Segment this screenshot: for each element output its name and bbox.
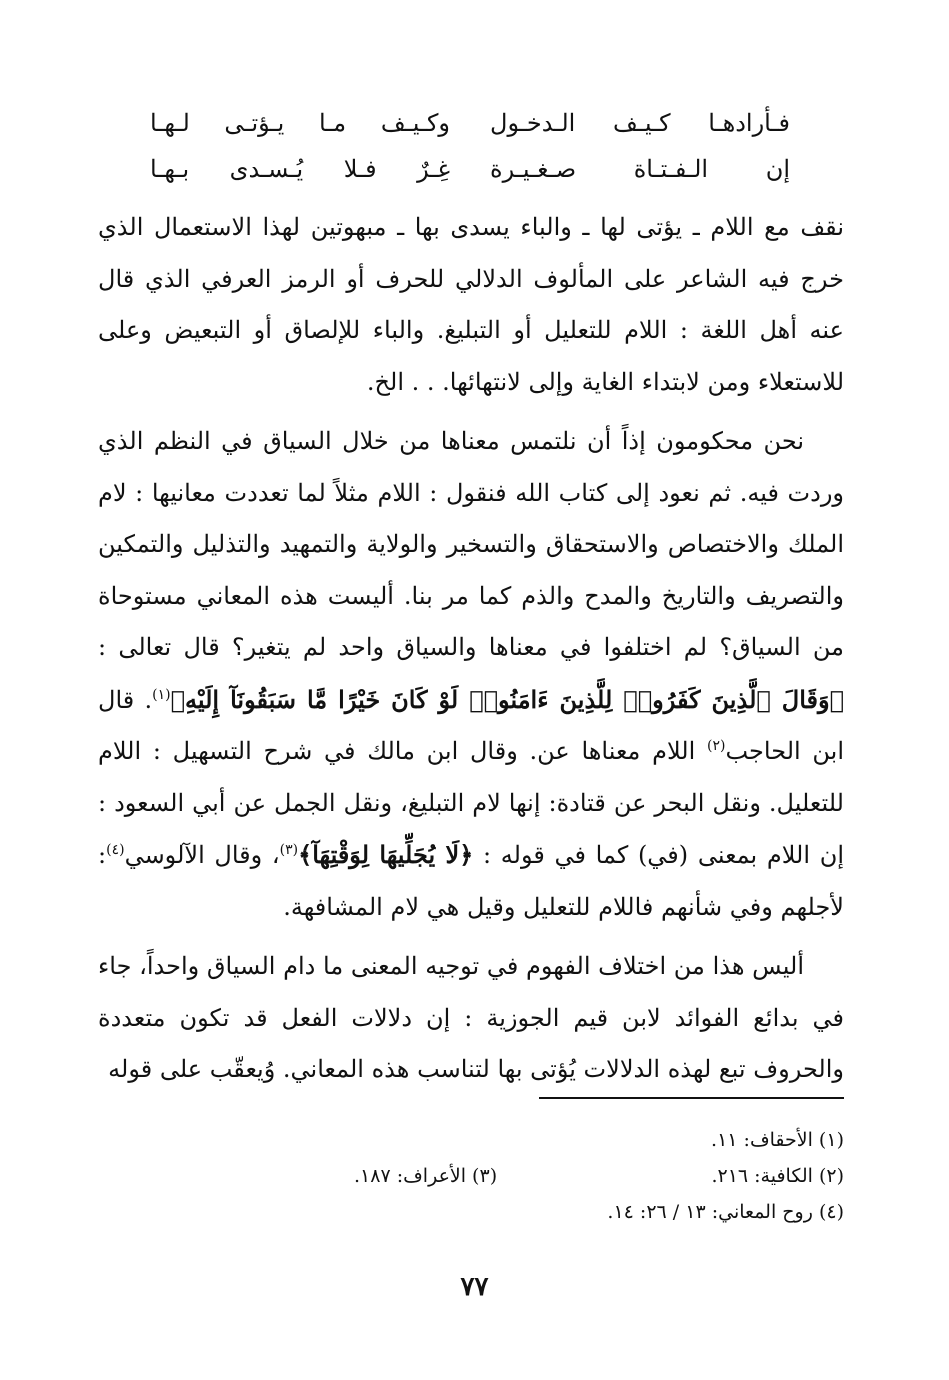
footnote-ref-2: (٢) — [707, 738, 726, 754]
poem-verse-2 — [150, 146, 790, 192]
footnote-2: (٢) الكافية: ٢١٦. — [711, 1165, 844, 1187]
main-text — [98, 202, 844, 1096]
paragraph-2 — [98, 416, 844, 933]
poem-verse-1 — [150, 100, 790, 146]
paragraph-2-text-a: نحن محكومون إذاً أن نلتمس معناها من خلال السياق في النظم الذي وردت فيه. ثم نعود إلى كتاب الله فنقول : اللام مثلاً لما تعددت معانيها : لام الملك والاختصاص والاستحقاق والتسخير والولاية والتمهيد والتذليل والتمكين والتصريف والتاريخ والمدح والذم كما مر بنا. أليست هذه المعاني مستوحاة من السياق؟ لم اختلفوا في معناها والسياق واحد لم يتغير؟ قال تعالى : — [98, 427, 844, 661]
verse-1-second-hemistich: وكـيـف مـا يـؤتـى لـهـا — [150, 109, 450, 137]
verse-2-first-hemistich: إن الـفـتـاة صـغـيـرة — [490, 155, 790, 183]
poem-verses — [150, 100, 790, 192]
verse-1-first-hemistich: فـأرادهـا كـيـف الـدخـول — [490, 109, 790, 137]
paragraph-2-text-e: : لأجلهم وفي شأنهم فاللام للتعليل وقيل هي لام المشافهة. — [98, 841, 844, 921]
page-number: ٧٧ — [460, 1272, 489, 1302]
footnotes — [204, 1122, 844, 1230]
footnote-ref-3: (٣) — [279, 842, 299, 858]
quran-quote-1: ﴿وَقَالَ ٱلَّذِينَ كَفَرُوا۟ لِلَّذِينَ ءَامَنُوا۟ لَوْ كَانَ خَيْرًا مَّا سَبَقُونَآ إِلَيْهِ﴾ — [170, 684, 844, 714]
footnote-row-3 — [204, 1194, 844, 1230]
footnote-row-2 — [204, 1158, 844, 1194]
paragraph-2-text-d: ، وقال الآلوسي — [124, 841, 280, 869]
footnote-row-1 — [204, 1122, 844, 1158]
footnote-1: (١) الأحقاف: ١١. — [711, 1129, 844, 1151]
paragraph-3: أليس هذا من اختلاف الفهوم في توجيه المعنى ما دام السياق واحداً، جاء في بدائع الفوائد لابن قيم الجوزية : إن دلالات الفعل قد تكون متعددة والحروف تبع لهذه الدلالات يُؤتى بها لتناسب هذه المعاني. وُيعقّب على قوله — [98, 952, 844, 1083]
quran-quote-2: ﴿لَا يُجَلِّيهَا لِوَقْتِهَآ﴾ — [298, 840, 474, 869]
paragraph-2-text-b: . قال ابن الحاجب — [98, 685, 845, 765]
footnote-3: (٣) الأعراف: ١٨٧. — [354, 1165, 498, 1187]
footnote-4: (٤) روح المعاني: ١٣ / ٢٦: ١٤. — [607, 1201, 844, 1223]
paragraph-1: نقف مع اللام ـ يؤتى لها ـ والباء يسدى بها ـ مبهوتين لهذا الاستعمال الذي خرج فيه الشاعر على المألوف الدلالي للحرف أو الرمز العرفي الذي قال عنه أهل اللغة : اللام للتعليل أو التبليغ. والباء للإلصاق أو التبعيض وعلى للاستعلاء ومن لابتداء الغاية وإلى لانتهائها. . . الخ. — [98, 213, 844, 396]
paragraph-2-text-c: اللام معناها عن. وقال ابن مالك في شرح التسهيل : اللام للتعليل. ونقل البحر عن قتادة: إنها لام التبليغ، ونقل الجمل عن أبي السعود : إن اللام بمعنى (في) كما في قوله : — [98, 737, 845, 869]
footnote-ref-4: (٤) — [106, 842, 125, 858]
verse-2-second-hemistich: غِـرٌ فـلا يُـسـدى بـهـا — [150, 155, 450, 183]
footnote-ref-1: (١) — [152, 686, 171, 703]
footnote-separator — [539, 1097, 844, 1099]
